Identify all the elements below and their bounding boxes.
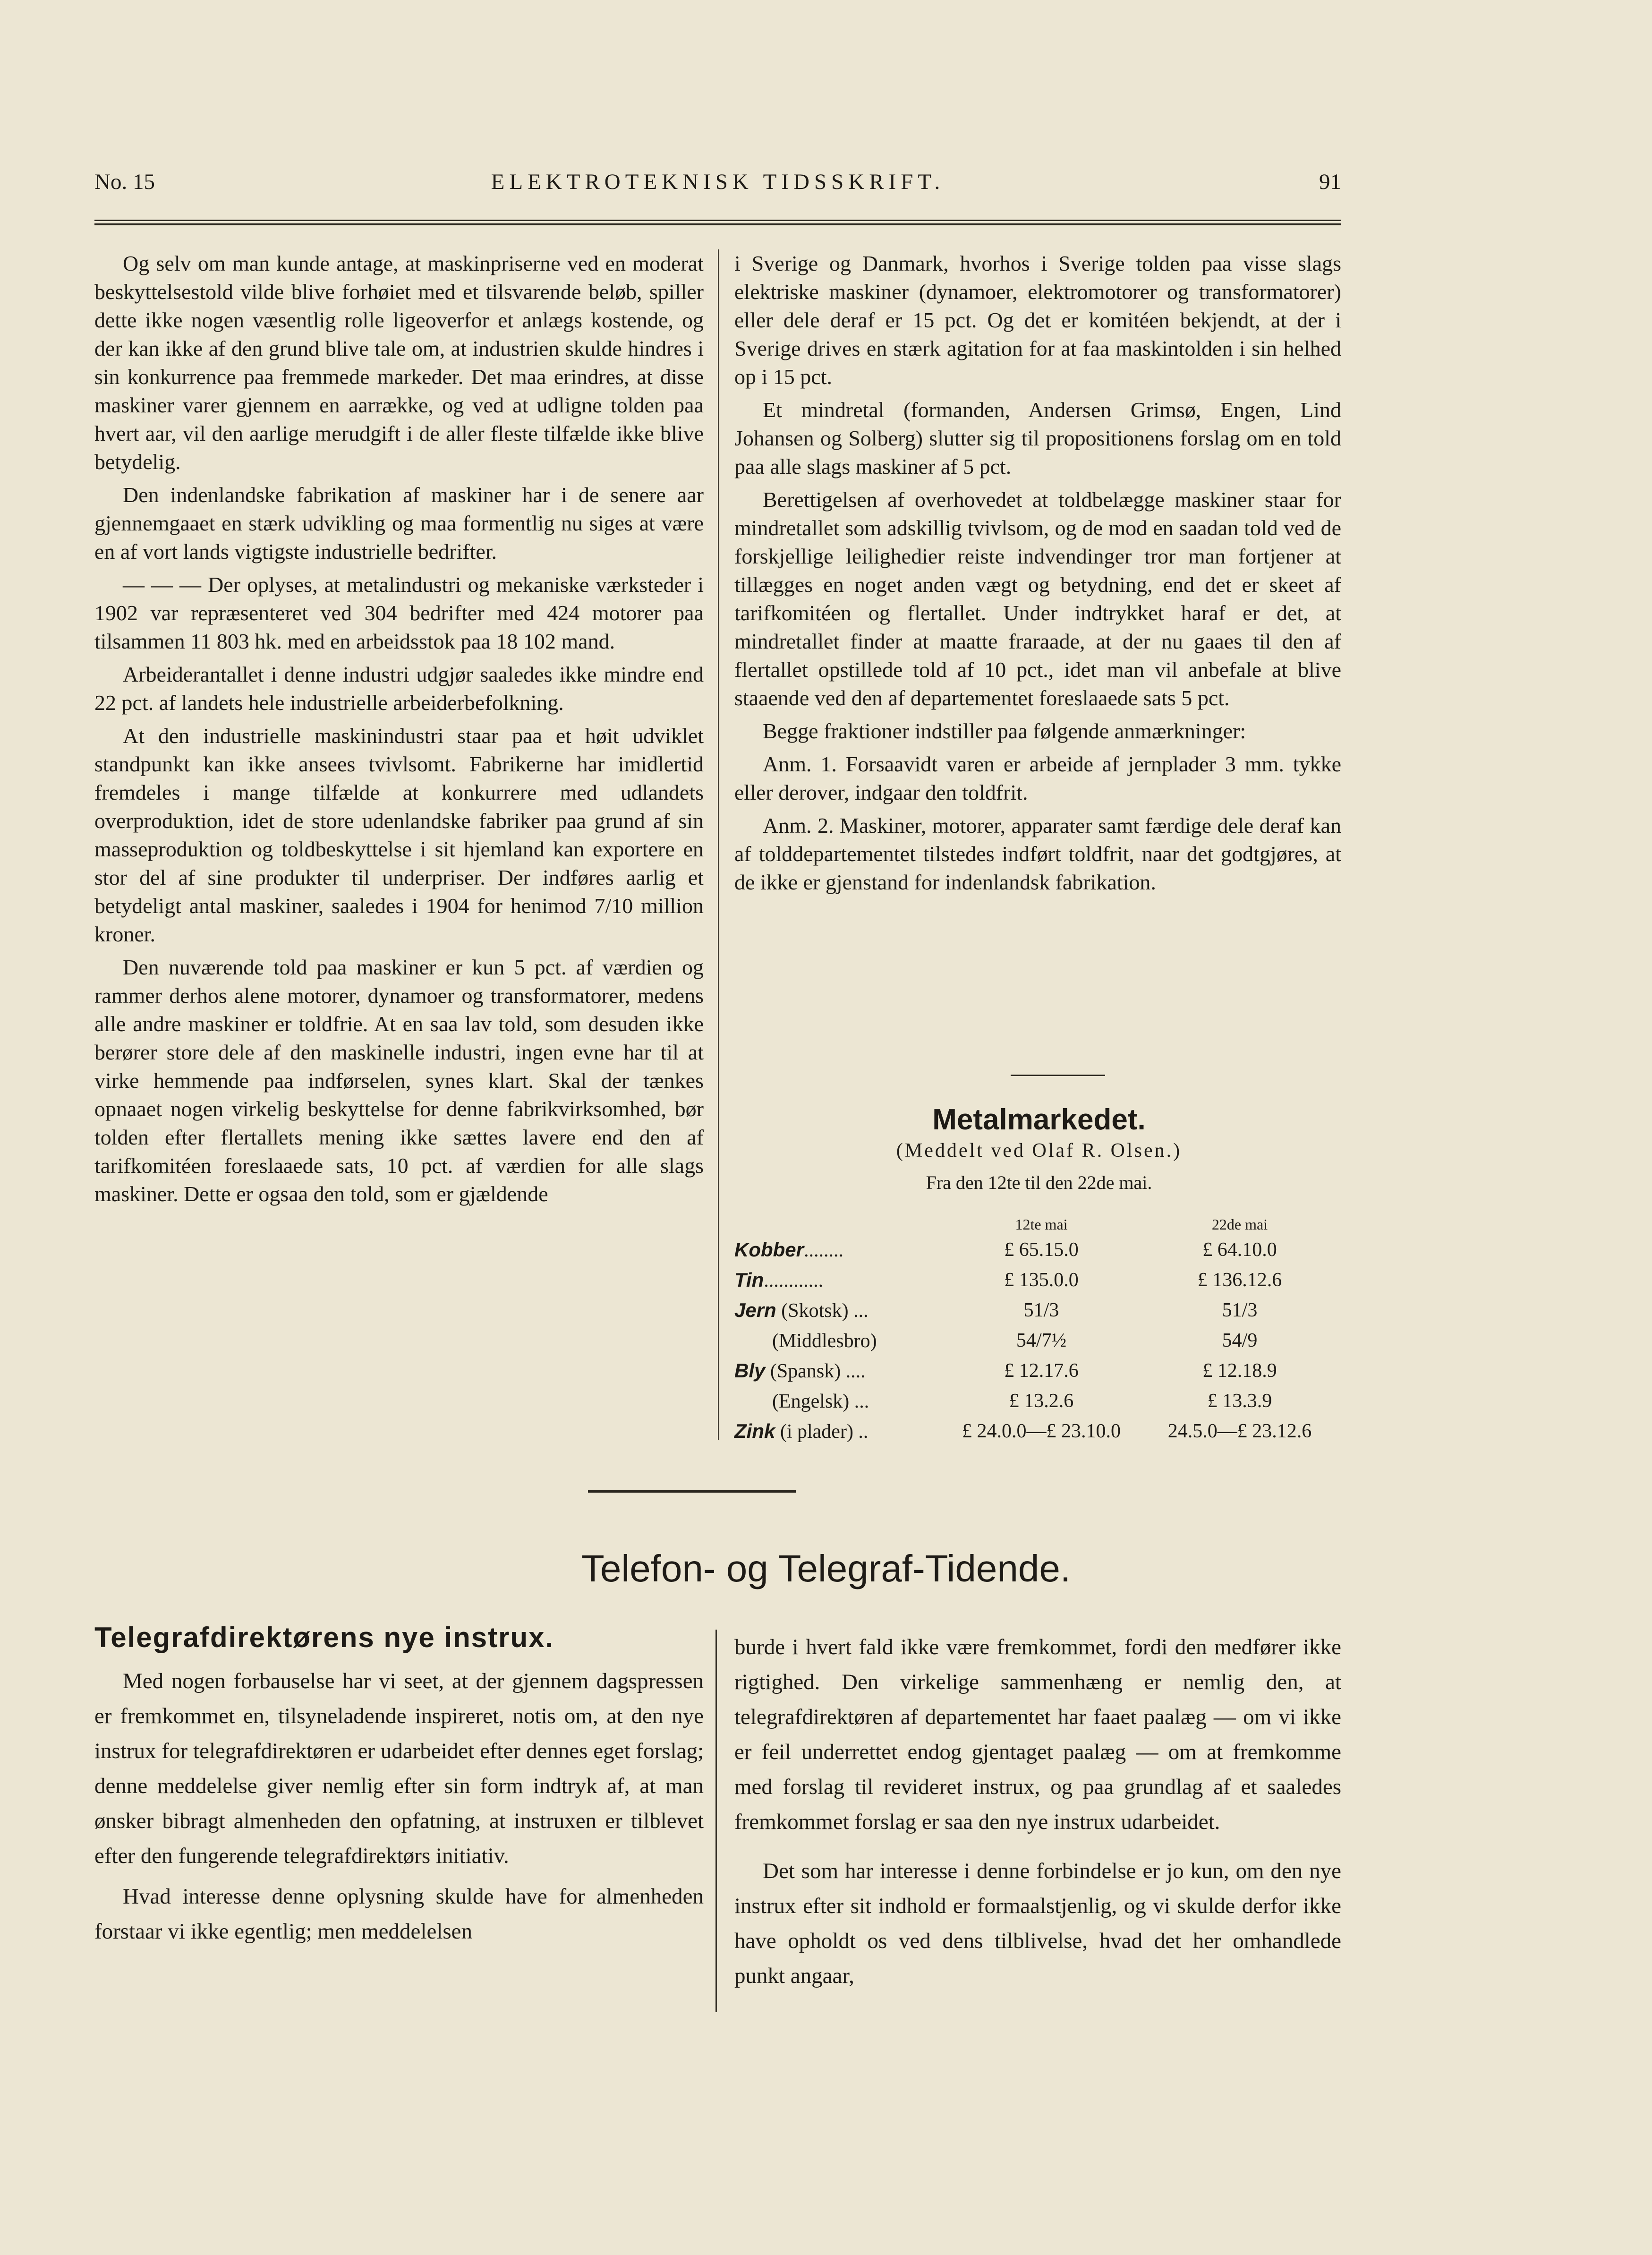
paragraph: At den industrielle maskinindustri staar paa et høit udviklet standpunkt kan ikke ansees tvivlsomt. Fabrikerne har imidlertid fremdeles i mange tilfælde at konkurrere med udlandets overproduktion, idet de store udenlandske fabriker paa grund af sin masseproduktion og toldbeskyttelse i sit hjemland kan exportere en stor del af sine produkter til underpriser. Der indføres aarlig et betydeligt antal maskiner, saaledes i 1904 for henimod 7/10 million kroner. [94, 724, 704, 946]
table-row [734, 1235, 1339, 1265]
price-cell: £ 135.0.0 [1004, 1269, 1079, 1291]
page-number: 91 [1319, 170, 1341, 194]
price-cell: 54/7½ [1016, 1330, 1067, 1351]
price-cell: £ 64.10.0 [1202, 1239, 1277, 1261]
header-rule-thick [94, 223, 1341, 225]
metal-name: Bly [734, 1359, 766, 1382]
metal-detail: (Middlesbro) [772, 1330, 877, 1352]
article-right-column [734, 1630, 1341, 1999]
journal-title: ELEKTROTEKNISK TIDSSKRIFT. [491, 170, 945, 194]
metal-name: Zink [734, 1419, 775, 1442]
page-header [94, 169, 1341, 202]
price-cell: 51/3 [1023, 1299, 1059, 1321]
section-separator [588, 1490, 796, 1493]
table-row [734, 1325, 1339, 1356]
column-header: 22de mai [1211, 1215, 1268, 1233]
metal-detail: (Engelsk) ... [772, 1390, 869, 1412]
price-cell: £ 12.18.9 [1202, 1360, 1277, 1382]
table-header-row [734, 1214, 1339, 1235]
table-row [734, 1386, 1339, 1416]
paragraph: Det som har interesse i denne forbindelse er jo kun, om den nye instrux efter sit indhold er formaalstjenlig, og vi skulde derfor ikke have opholdt os ved dens tilblivelse, hvad det her omhandlede punkt angaar, [734, 1859, 1341, 1988]
table-row [734, 1295, 1339, 1325]
metal-name: Kobber [734, 1238, 804, 1261]
price-cell: £ 12.17.6 [1004, 1360, 1079, 1382]
section-title: Telefon- og Telegraf-Tidende. [581, 1547, 1071, 1589]
article-left-column [94, 1664, 704, 1955]
paragraph: Berettigelsen af overhovedet at toldbelægge maskiner staar for mindretallet som adskillig tvivlsom, og de mod en saadan told ved de forskjellige leilighedier reiste indvendinger tror man fortjener at tillægges en noget anden vægt og betydning, end det er skeet af tarifkomitéen og flertallet. Under indtrykket haraf er det, at mindretallet finder at maatte fraraade, at der nu gaaes til den af flertallet opstillede told af 10 pct., idet man vil anbefale at blive staaende ved den af departementet foreslaaede sats 5 pct. [734, 487, 1341, 710]
price-cell: 24.5.0—£ 23.12.6 [1167, 1420, 1312, 1442]
table-row [734, 1265, 1339, 1295]
metal-detail: ........ [804, 1239, 843, 1261]
section-divider-short [1011, 1075, 1105, 1076]
metal-detail: (Skotsk) ... [781, 1299, 869, 1322]
annotation-2: Anm. 2. Maskiner, motorer, apparater samt færdige dele deraf kan af tolddepartementet tilstedes indført toldfrit, naar det godtgjøres, at de ikke er gjenstand for indenlandsk fabrikation. [734, 813, 1341, 894]
left-column [94, 249, 704, 1213]
issue-number: No. 15 [94, 170, 155, 194]
right-column [734, 249, 1341, 901]
price-cell: £ 24.0.0—£ 23.10.0 [962, 1420, 1121, 1442]
metal-detail: (i plader) .. [780, 1420, 869, 1443]
metal-detail: (Spansk) .... [770, 1360, 866, 1382]
metal-market-title: Metalmarkedet. [932, 1103, 1146, 1136]
price-cell: £ 13.2.6 [1009, 1390, 1074, 1412]
table-row [734, 1416, 1339, 1446]
column-header: 12te mai [1015, 1215, 1068, 1233]
price-cell: £ 13.3.9 [1207, 1390, 1272, 1412]
header-rule-thin [94, 220, 1341, 221]
metal-price-table [734, 1214, 1339, 1446]
paragraph: — — — Der oplyses, at metalindustri og mekaniske værksteder i 1902 var repræsenteret ved 304 bedrifter med 424 motorer paa tilsammen 11 803 hk. med en arbeidsstok paa 18 102 mand. [94, 572, 704, 653]
table-row [734, 1356, 1339, 1386]
paragraph: i Sverige og Danmark, hvorhos i Sverige tolden paa visse slags elektriske maskiner (dynamoer, elektromotorer og transformatorer) eller dele deraf er 15 pct. Og det er komitéen bekjendt, at der i Sverige drives en stærk agitation for at faa maskintolden i sin helhed op i 15 pct. [734, 251, 1341, 389]
metal-market-period: Fra den 12te til den 22de mai. [926, 1172, 1152, 1193]
paragraph: Med nogen forbauselse har vi seet, at der gjennem dagspressen er fremkommet en, tilsyneladende inspireret, notis om, at den nye instrux for telegrafdirektøren er udarbeidet efter dennes eget forslag; denne meddelelse giver nemlig efter sin form indtryk af, at man ønsker bibragt almenheden den opfatning, at instruxen er tilblevet efter den fungerende telegrafdirektørs initiativ. [94, 1669, 704, 1868]
metal-market-subtitle: (Meddelt ved Olaf R. Olsen.) [896, 1140, 1182, 1162]
article-column-divider [715, 1630, 717, 2012]
paragraph: Et mindretal (formanden, Andersen Grimsø, Engen, Lind Johansen og Solberg) slutter sig til propositionens forslag om en told paa alle slags maskiner af 5 pct. [734, 398, 1341, 478]
paragraph: Og selv om man kunde antage, at maskinpriserne ved en moderat beskyttelsestold vilde blive forhøiet med et tilsvarende beløb, spiller dette ikke nogen væsentlig rolle ligeoverfor et anlægs kostende, og der kan ikke af den grund blive tale om, at industrien skulde hindres i sin konkurrence paa fremmede markeder. Det maa erindres, at disse maskiner varer gjennem en aarrække, og ved at udligne tolden paa hvert aar, vil den aarlige merudgift i de aller fleste tilfælde ikke blive betydelig. [94, 251, 704, 474]
paragraph: Den nuværende told paa maskiner er kun 5 pct. af værdien og rammer derhos alene motorer, dynamoer og transformatorer, medens alle andre maskiner er toldfrie. At en saa lav told, som desuden ikke berører store dele af den maskinelle industri, ingen evne har til at virke hemmende paa indførselen, synes klart. Skal der tænkes opnaaet nogen virkelig beskyttelse for denne fabrikvirksomhed, bør tolden efter flertallets mening ikke sættes lavere end den af tarifkomitéen foreslaaede sats, 10 pct. af værdien for alle slags maskiner. Dette er ogsaa den told, som er gjældende [94, 955, 704, 1206]
price-cell: £ 136.12.6 [1197, 1269, 1282, 1291]
price-cell: 51/3 [1222, 1299, 1258, 1321]
paragraph: Arbeiderantallet i denne industri udgjør saaledes ikke mindre end 22 pct. af landets hele industrielle arbeiderbefolkning. [94, 662, 704, 715]
article-title: Telegrafdirektørens nye instrux. [94, 1622, 554, 1653]
metal-name: Jern [734, 1298, 776, 1321]
paragraph: Begge fraktioner indstiller paa følgende anmærkninger: [763, 719, 1246, 743]
metal-detail: ............ [764, 1269, 824, 1291]
paragraph: burde i hvert fald ikke være fremkommet, fordi den medfører ikke rigtighed. Den virkelige sammenhæng er nemlig den, at telegrafdirektøren af departementet har faaet paalæg — om vi ikke er feil underrettet endog gjentaget paalæg — om at fremkomme med forslag til revideret instrux, og paa grundlag af et saaledes fremkommet forslag er saa den nye instrux udarbeidet. [734, 1635, 1341, 1834]
paragraph: Den indenlandske fabrikation af maskiner har i de senere aar gjennemgaaet en stærk udvikling og maa formentlig nu siges at være en af vort lands vigtigste industrielle bedrifter. [94, 483, 704, 564]
price-cell: £ 65.15.0 [1004, 1239, 1079, 1261]
column-divider [718, 249, 719, 1440]
metal-name: Tin [734, 1268, 764, 1291]
price-cell: 54/9 [1222, 1330, 1258, 1351]
paragraph: Hvad interesse denne oplysning skulde have for almenheden forstaar vi ikke egentlig; men meddelelsen [94, 1884, 704, 1944]
annotation-1: Anm. 1. Forsaavidt varen er arbeide af jernplader 3 mm. tykke eller derover, indgaar den toldfrit. [734, 752, 1341, 804]
